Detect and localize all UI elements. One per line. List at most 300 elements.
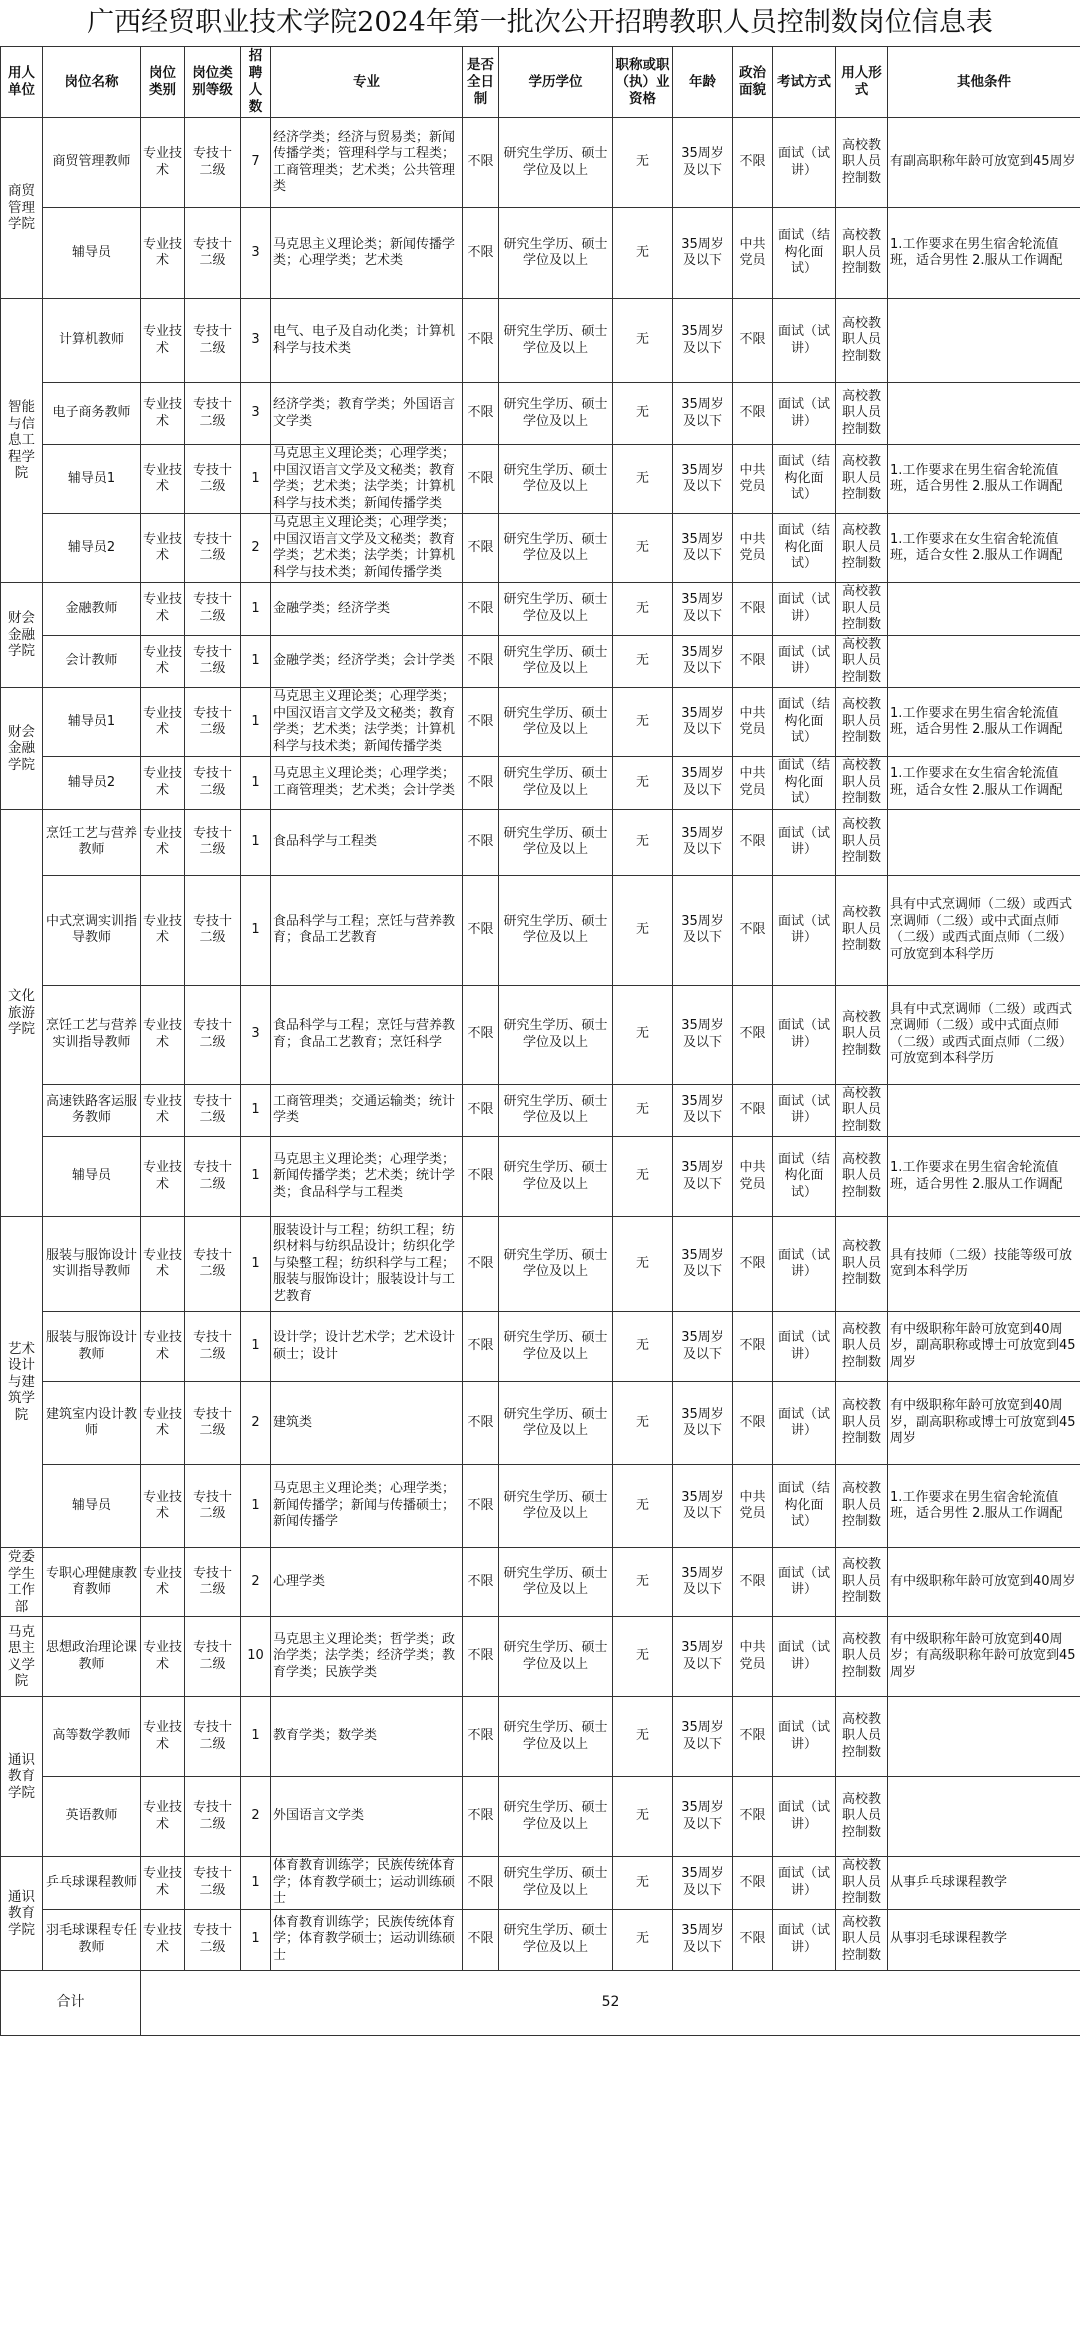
cell-major: 心理学类: [271, 1548, 463, 1617]
cell-fulltime: 不限: [463, 809, 499, 875]
cell-other: 具有中式烹调师（二级）或西式烹调师（二级）或中式面点师（二级）或西式面点师（二级）可放宽到本科学历: [888, 985, 1080, 1084]
cell-cert: 无: [613, 809, 673, 875]
cell-count: 1: [241, 1465, 271, 1548]
column-header: 其他条件: [888, 47, 1080, 118]
total-row: [1, 1970, 1080, 2035]
cell-other: [888, 1777, 1080, 1857]
cell-political: 不限: [733, 1697, 773, 1777]
cell-form: 高校教职人员控制数: [836, 1465, 888, 1548]
cell-name: 商贸管理教师: [43, 118, 141, 208]
total-label: 合计: [1, 1970, 141, 2035]
cell-edu: 研究生学历、硕士学位及以上: [499, 985, 613, 1084]
cell-type: 专业技术: [141, 1137, 185, 1217]
cell-edu: 研究生学历、硕士学位及以上: [499, 118, 613, 208]
cell-form: 高校教职人员控制数: [836, 383, 888, 445]
cell-name: 服装与服饰设计教师: [43, 1312, 141, 1382]
cell-political: 中共党员: [733, 514, 773, 583]
cell-exam: 面试（试讲）: [773, 1857, 836, 1910]
cell-fulltime: 不限: [463, 985, 499, 1084]
cell-edu: 研究生学历、硕士学位及以上: [499, 514, 613, 583]
cell-exam: 面试（试讲）: [773, 1084, 836, 1137]
cell-major: 马克思主义理论类；心理学类；中国汉语言文学及文秘类；教育学类；艺术类；法学类；计算机科学与技术类；新闻传播学类: [271, 514, 463, 583]
cell-type: 专业技术: [141, 383, 185, 445]
cell-age: 35周岁及以下: [673, 299, 733, 383]
cell-name: 辅导员1: [43, 445, 141, 514]
cell-fulltime: 不限: [463, 1548, 499, 1617]
cell-major: 工商管理类；交通运输类；统计学类: [271, 1084, 463, 1137]
cell-other: 具有中式烹调师（二级）或西式烹调师（二级）或中式面点师（二级）或西式面点师（二级）可放宽到本科学历: [888, 875, 1080, 985]
cell-edu: 研究生学历、硕士学位及以上: [499, 1312, 613, 1382]
cell-other: 1.工作要求在男生宿舍轮流值班，适合男性 2.服从工作调配: [888, 1465, 1080, 1548]
cell-form: 高校教职人员控制数: [836, 1777, 888, 1857]
cell-form: 高校教职人员控制数: [836, 514, 888, 583]
cell-cert: 无: [613, 1548, 673, 1617]
cell-count: 2: [241, 514, 271, 583]
cell-name: 计算机教师: [43, 299, 141, 383]
cell-count: 1: [241, 1697, 271, 1777]
cell-fulltime: 不限: [463, 1137, 499, 1217]
cell-cert: 无: [613, 1312, 673, 1382]
table-header-row: [1, 47, 1080, 118]
cell-age: 35周岁及以下: [673, 118, 733, 208]
cell-level: 专技十二级: [185, 514, 241, 583]
cell-major: 马克思主义理论类；心理学类；新闻传播学；新闻与传播硕士；新闻传播学: [271, 1465, 463, 1548]
cell-political: 不限: [733, 118, 773, 208]
table-row: [1, 635, 1080, 688]
cell-edu: 研究生学历、硕士学位及以上: [499, 688, 613, 757]
cell-political: 中共党员: [733, 688, 773, 757]
cell-major: 建筑类: [271, 1382, 463, 1465]
cell-type: 专业技术: [141, 1084, 185, 1137]
cell-form: 高校教职人员控制数: [836, 1909, 888, 1970]
cell-name: 乒乓球课程教师: [43, 1857, 141, 1910]
cell-age: 35周岁及以下: [673, 1548, 733, 1617]
cell-major: 食品科学与工程类: [271, 809, 463, 875]
cell-age: 35周岁及以下: [673, 583, 733, 636]
cell-type: 专业技术: [141, 809, 185, 875]
cell-political: 中共党员: [733, 445, 773, 514]
table-row: [1, 875, 1080, 985]
cell-major: 经济学类；教育学类；外国语言文学类: [271, 383, 463, 445]
cell-cert: 无: [613, 1137, 673, 1217]
cell-exam: 面试（试讲）: [773, 635, 836, 688]
cell-name: 高等数学教师: [43, 1697, 141, 1777]
cell-type: 专业技术: [141, 875, 185, 985]
cell-cert: 无: [613, 1777, 673, 1857]
cell-type: 专业技术: [141, 1548, 185, 1617]
cell-political: 不限: [733, 383, 773, 445]
cell-exam: 面试（试讲）: [773, 1382, 836, 1465]
cell-count: 1: [241, 809, 271, 875]
column-header: 岗位名称: [43, 47, 141, 118]
cell-political: 不限: [733, 809, 773, 875]
cell-form: 高校教职人员控制数: [836, 809, 888, 875]
cell-cert: 无: [613, 583, 673, 636]
cell-edu: 研究生学历、硕士学位及以上: [499, 299, 613, 383]
cell-major: 马克思主义理论类；心理学类；中国汉语言文学及文秘类；教育学类；艺术类；法学类；计算机科学与技术类；新闻传播学类: [271, 688, 463, 757]
table-row: [1, 583, 1080, 636]
cell-exam: 面试（试讲）: [773, 1617, 836, 1697]
cell-political: 不限: [733, 299, 773, 383]
cell-edu: 研究生学历、硕士学位及以上: [499, 583, 613, 636]
cell-level: 专技十二级: [185, 635, 241, 688]
cell-edu: 研究生学历、硕士学位及以上: [499, 1382, 613, 1465]
cell-political: 不限: [733, 583, 773, 636]
cell-level: 专技十二级: [185, 1697, 241, 1777]
cell-political: 不限: [733, 1084, 773, 1137]
cell-type: 专业技术: [141, 1217, 185, 1312]
cell-other: 有中级职称年龄可放宽到40周岁，副高职称或博士可放宽到45周岁: [888, 1382, 1080, 1465]
cell-type: 专业技术: [141, 514, 185, 583]
cell-cert: 无: [613, 1217, 673, 1312]
cell-fulltime: 不限: [463, 208, 499, 299]
cell-other: [888, 809, 1080, 875]
cell-cert: 无: [613, 1909, 673, 1970]
cell-fulltime: 不限: [463, 1909, 499, 1970]
cell-level: 专技十二级: [185, 299, 241, 383]
cell-major: 马克思主义理论类；新闻传播学类；心理学类；艺术类: [271, 208, 463, 299]
cell-count: 1: [241, 445, 271, 514]
cell-type: 专业技术: [141, 1617, 185, 1697]
cell-edu: 研究生学历、硕士学位及以上: [499, 757, 613, 810]
cell-political: 中共党员: [733, 1137, 773, 1217]
cell-name: 专职心理健康教育教师: [43, 1548, 141, 1617]
cell-level: 专技十二级: [185, 985, 241, 1084]
table-row: [1, 1697, 1080, 1777]
cell-fulltime: 不限: [463, 875, 499, 985]
cell-edu: 研究生学历、硕士学位及以上: [499, 1137, 613, 1217]
cell-level: 专技十二级: [185, 1217, 241, 1312]
cell-name: 辅导员2: [43, 514, 141, 583]
cell-major: 经济学类；经济与贸易类；新闻传播学类；管理科学与工程类；工商管理类；艺术类；公共管理类: [271, 118, 463, 208]
cell-form: 高校教职人员控制数: [836, 1857, 888, 1910]
cell-political: 不限: [733, 875, 773, 985]
table-row: [1, 809, 1080, 875]
cell-edu: 研究生学历、硕士学位及以上: [499, 208, 613, 299]
cell-count: 1: [241, 1909, 271, 1970]
cell-major: 服装设计与工程；纺织工程；纺织材料与纺织品设计；纺织化学与染整工程；纺织科学与工程；服装与服饰设计；服装设计与工艺教育: [271, 1217, 463, 1312]
cell-exam: 面试（试讲）: [773, 1909, 836, 1970]
cell-age: 35周岁及以下: [673, 757, 733, 810]
cell-political: 不限: [733, 1217, 773, 1312]
cell-other: 1.工作要求在男生宿舍轮流值班，适合男性 2.服从工作调配: [888, 688, 1080, 757]
table-row: [1, 1548, 1080, 1617]
cell-age: 35周岁及以下: [673, 1137, 733, 1217]
cell-political: 不限: [733, 1382, 773, 1465]
cell-form: 高校教职人员控制数: [836, 1217, 888, 1312]
cell-political: 不限: [733, 635, 773, 688]
cell-level: 专技十二级: [185, 208, 241, 299]
cell-name: 思想政治理论课教师: [43, 1617, 141, 1697]
cell-level: 专技十二级: [185, 875, 241, 985]
cell-name: 金融教师: [43, 583, 141, 636]
cell-fulltime: 不限: [463, 1084, 499, 1137]
cell-cert: 无: [613, 635, 673, 688]
cell-major: 食品科学与工程；烹饪与营养教育；食品工艺教育；烹饪科学: [271, 985, 463, 1084]
unit-cell: 通识教育学院: [1, 1857, 43, 1971]
cell-age: 35周岁及以下: [673, 1217, 733, 1312]
cell-name: 建筑室内设计教师: [43, 1382, 141, 1465]
column-header: 用人形式: [836, 47, 888, 118]
cell-age: 35周岁及以下: [673, 875, 733, 985]
cell-edu: 研究生学历、硕士学位及以上: [499, 1777, 613, 1857]
cell-type: 专业技术: [141, 1382, 185, 1465]
cell-exam: 面试（试讲）: [773, 1777, 836, 1857]
unit-cell: 商贸管理学院: [1, 118, 43, 299]
cell-form: 高校教职人员控制数: [836, 118, 888, 208]
table-row: [1, 1217, 1080, 1312]
cell-cert: 无: [613, 514, 673, 583]
cell-count: 1: [241, 688, 271, 757]
table-row: [1, 1465, 1080, 1548]
cell-type: 专业技术: [141, 1909, 185, 1970]
cell-form: 高校教职人员控制数: [836, 1084, 888, 1137]
cell-count: 3: [241, 208, 271, 299]
cell-level: 专技十二级: [185, 1465, 241, 1548]
cell-major: 教育学类；数学类: [271, 1697, 463, 1777]
cell-exam: 面试（试讲）: [773, 809, 836, 875]
cell-level: 专技十二级: [185, 809, 241, 875]
cell-level: 专技十二级: [185, 1382, 241, 1465]
cell-level: 专技十二级: [185, 757, 241, 810]
cell-edu: 研究生学历、硕士学位及以上: [499, 809, 613, 875]
cell-edu: 研究生学历、硕士学位及以上: [499, 383, 613, 445]
cell-age: 35周岁及以下: [673, 208, 733, 299]
cell-other: 1.工作要求在女生宿舍轮流值班，适合女性 2.服从工作调配: [888, 514, 1080, 583]
cell-political: 不限: [733, 1857, 773, 1910]
cell-cert: 无: [613, 383, 673, 445]
cell-form: 高校教职人员控制数: [836, 445, 888, 514]
cell-major: 金融学类；经济学类；会计学类: [271, 635, 463, 688]
cell-name: 辅导员2: [43, 757, 141, 810]
cell-age: 35周岁及以下: [673, 383, 733, 445]
cell-form: 高校教职人员控制数: [836, 688, 888, 757]
cell-name: 烹饪工艺与营养教师: [43, 809, 141, 875]
cell-cert: 无: [613, 1382, 673, 1465]
cell-age: 35周岁及以下: [673, 1909, 733, 1970]
table-row: [1, 1857, 1080, 1910]
cell-major: 金融学类；经济学类: [271, 583, 463, 636]
cell-political: 中共党员: [733, 1465, 773, 1548]
column-header: 是否全日制: [463, 47, 499, 118]
cell-edu: 研究生学历、硕士学位及以上: [499, 1857, 613, 1910]
column-header: 岗位类别: [141, 47, 185, 118]
cell-level: 专技十二级: [185, 445, 241, 514]
cell-age: 35周岁及以下: [673, 688, 733, 757]
cell-count: 1: [241, 583, 271, 636]
table-row: [1, 1084, 1080, 1137]
total-count: 52: [141, 1970, 1080, 2035]
cell-fulltime: 不限: [463, 1617, 499, 1697]
cell-form: 高校教职人员控制数: [836, 985, 888, 1084]
cell-name: 辅导员1: [43, 688, 141, 757]
cell-fulltime: 不限: [463, 383, 499, 445]
column-header: 招聘人数: [241, 47, 271, 118]
cell-other: 1.工作要求在女生宿舍轮流值班，适合女性 2.服从工作调配: [888, 757, 1080, 810]
cell-exam: 面试（试讲）: [773, 583, 836, 636]
unit-cell: 智能与信息工程学院: [1, 299, 43, 583]
cell-count: 2: [241, 1548, 271, 1617]
cell-exam: 面试（试讲）: [773, 1697, 836, 1777]
cell-age: 35周岁及以下: [673, 1697, 733, 1777]
table-row: [1, 445, 1080, 514]
cell-exam: 面试（试讲）: [773, 985, 836, 1084]
table-row: [1, 383, 1080, 445]
cell-level: 专技十二级: [185, 1137, 241, 1217]
unit-cell: 文化旅游学院: [1, 809, 43, 1217]
cell-form: 高校教职人员控制数: [836, 299, 888, 383]
cell-type: 专业技术: [141, 1777, 185, 1857]
cell-exam: 面试（试讲）: [773, 1312, 836, 1382]
cell-name: 辅导员: [43, 208, 141, 299]
cell-age: 35周岁及以下: [673, 445, 733, 514]
table-row: [1, 299, 1080, 383]
cell-cert: 无: [613, 1084, 673, 1137]
cell-type: 专业技术: [141, 583, 185, 636]
cell-political: 不限: [733, 1909, 773, 1970]
table-row: [1, 1777, 1080, 1857]
cell-name: 英语教师: [43, 1777, 141, 1857]
cell-type: 专业技术: [141, 757, 185, 810]
cell-cert: 无: [613, 118, 673, 208]
table-row: [1, 1137, 1080, 1217]
cell-level: 专技十二级: [185, 1617, 241, 1697]
cell-other: [888, 1084, 1080, 1137]
cell-type: 专业技术: [141, 1465, 185, 1548]
cell-level: 专技十二级: [185, 118, 241, 208]
cell-exam: 面试（结构化面试）: [773, 1465, 836, 1548]
cell-fulltime: 不限: [463, 514, 499, 583]
cell-name: 电子商务教师: [43, 383, 141, 445]
cell-form: 高校教职人员控制数: [836, 875, 888, 985]
cell-edu: 研究生学历、硕士学位及以上: [499, 1465, 613, 1548]
cell-fulltime: 不限: [463, 688, 499, 757]
cell-major: 马克思主义理论类；心理学类；中国汉语言文学及文秘类；教育学类；艺术类；法学类；计算机科学与技术类；新闻传播学类: [271, 445, 463, 514]
cell-level: 专技十二级: [185, 688, 241, 757]
cell-exam: 面试（结构化面试）: [773, 688, 836, 757]
cell-other: [888, 1697, 1080, 1777]
column-header: 年龄: [673, 47, 733, 118]
cell-other: 有中级职称年龄可放宽到40周岁: [888, 1548, 1080, 1617]
cell-name: 烹饪工艺与营养实训指导教师: [43, 985, 141, 1084]
cell-form: 高校教职人员控制数: [836, 1548, 888, 1617]
cell-major: 马克思主义理论类；心理学类；新闻传播学类；艺术类；统计学类；食品科学与工程类: [271, 1137, 463, 1217]
cell-type: 专业技术: [141, 1312, 185, 1382]
cell-form: 高校教职人员控制数: [836, 1312, 888, 1382]
column-header: 专业: [271, 47, 463, 118]
cell-edu: 研究生学历、硕士学位及以上: [499, 1084, 613, 1137]
cell-edu: 研究生学历、硕士学位及以上: [499, 445, 613, 514]
cell-type: 专业技术: [141, 985, 185, 1084]
cell-other: 1.工作要求在男生宿舍轮流值班，适合男性 2.服从工作调配: [888, 445, 1080, 514]
cell-level: 专技十二级: [185, 1857, 241, 1910]
cell-type: 专业技术: [141, 1857, 185, 1910]
cell-age: 35周岁及以下: [673, 1617, 733, 1697]
cell-level: 专技十二级: [185, 1312, 241, 1382]
cell-form: 高校教职人员控制数: [836, 1697, 888, 1777]
cell-other: 1.工作要求在男生宿舍轮流值班，适合男性 2.服从工作调配: [888, 1137, 1080, 1217]
cell-fulltime: 不限: [463, 1465, 499, 1548]
cell-cert: 无: [613, 208, 673, 299]
cell-edu: 研究生学历、硕士学位及以上: [499, 1217, 613, 1312]
positions-table: [0, 46, 1080, 2036]
unit-cell: 党委学生工作部: [1, 1548, 43, 1617]
cell-age: 35周岁及以下: [673, 635, 733, 688]
cell-other: 具有技师（二级）技能等级可放宽到本科学历: [888, 1217, 1080, 1312]
cell-name: 辅导员: [43, 1137, 141, 1217]
cell-fulltime: 不限: [463, 635, 499, 688]
unit-cell: 马克思主义学院: [1, 1617, 43, 1697]
cell-fulltime: 不限: [463, 1857, 499, 1910]
cell-major: 马克思主义理论类；心理学类；工商管理类；艺术类；会计学类: [271, 757, 463, 810]
cell-major: 食品科学与工程；烹饪与营养教育；食品工艺教育: [271, 875, 463, 985]
cell-form: 高校教职人员控制数: [836, 208, 888, 299]
cell-name: 羽毛球课程专任教师: [43, 1909, 141, 1970]
table-row: [1, 1909, 1080, 1970]
table-row: [1, 688, 1080, 757]
cell-political: 不限: [733, 1777, 773, 1857]
cell-age: 35周岁及以下: [673, 1084, 733, 1137]
cell-age: 35周岁及以下: [673, 985, 733, 1084]
cell-exam: 面试（结构化面试）: [773, 445, 836, 514]
cell-count: 1: [241, 757, 271, 810]
cell-other: 有中级职称年龄可放宽到40周岁，副高职称或博士可放宽到45周岁: [888, 1312, 1080, 1382]
cell-other: 从事乒乓球课程教学: [888, 1857, 1080, 1910]
column-header: 学历学位: [499, 47, 613, 118]
cell-fulltime: 不限: [463, 299, 499, 383]
cell-other: 1.工作要求在男生宿舍轮流值班，适合男性 2.服从工作调配: [888, 208, 1080, 299]
cell-fulltime: 不限: [463, 1382, 499, 1465]
cell-name: 中式烹调实训指导教师: [43, 875, 141, 985]
cell-major: 设计学；设计艺术学；艺术设计硕士；设计: [271, 1312, 463, 1382]
cell-exam: 面试（试讲）: [773, 299, 836, 383]
cell-other: 有中级职称年龄可放宽到40周岁；有高级职称年龄可放宽到45周岁: [888, 1617, 1080, 1697]
cell-name: 会计教师: [43, 635, 141, 688]
cell-age: 35周岁及以下: [673, 1382, 733, 1465]
table-row: [1, 118, 1080, 208]
cell-other: [888, 299, 1080, 383]
cell-other: [888, 635, 1080, 688]
document-title: 广西经贸职业技术学院2024年第一批次公开招聘教职人员控制数岗位信息表: [87, 7, 993, 38]
cell-level: 专技十二级: [185, 1084, 241, 1137]
cell-fulltime: 不限: [463, 1217, 499, 1312]
cell-edu: 研究生学历、硕士学位及以上: [499, 635, 613, 688]
cell-age: 35周岁及以下: [673, 1777, 733, 1857]
cell-age: 35周岁及以下: [673, 514, 733, 583]
column-header: 岗位类别等级: [185, 47, 241, 118]
cell-form: 高校教职人员控制数: [836, 1617, 888, 1697]
cell-exam: 面试（结构化面试）: [773, 1137, 836, 1217]
cell-count: 3: [241, 383, 271, 445]
cell-major: 马克思主义理论类；哲学类；政治学类；法学类；经济学类；教育学类；民族学类: [271, 1617, 463, 1697]
cell-cert: 无: [613, 757, 673, 810]
cell-fulltime: 不限: [463, 1312, 499, 1382]
cell-fulltime: 不限: [463, 1697, 499, 1777]
cell-age: 35周岁及以下: [673, 1465, 733, 1548]
cell-level: 专技十二级: [185, 1777, 241, 1857]
cell-form: 高校教职人员控制数: [836, 1382, 888, 1465]
cell-edu: 研究生学历、硕士学位及以上: [499, 1909, 613, 1970]
cell-count: 1: [241, 1857, 271, 1910]
cell-political: 不限: [733, 1548, 773, 1617]
cell-exam: 面试（试讲）: [773, 1217, 836, 1312]
cell-name: 服装与服饰设计实训指导教师: [43, 1217, 141, 1312]
cell-count: 1: [241, 1084, 271, 1137]
cell-other: 从事羽毛球课程教学: [888, 1909, 1080, 1970]
cell-type: 专业技术: [141, 635, 185, 688]
cell-count: 2: [241, 1777, 271, 1857]
cell-level: 专技十二级: [185, 383, 241, 445]
